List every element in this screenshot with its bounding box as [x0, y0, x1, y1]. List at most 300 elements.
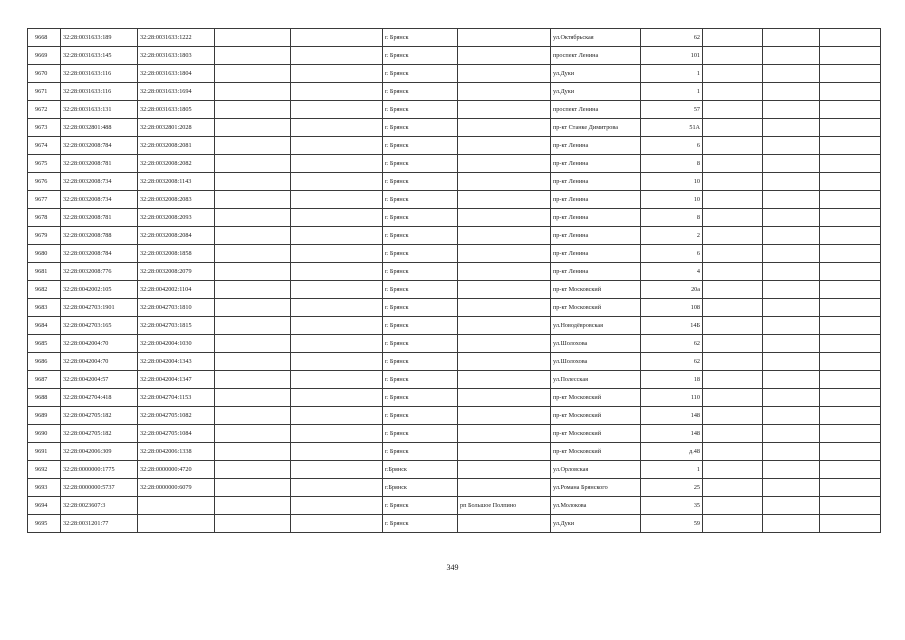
house-number-cell: 62 [641, 335, 703, 353]
object-cadastral-number-cell [138, 515, 215, 533]
empty-cell [215, 317, 291, 335]
city-cell: г. Брянск [383, 83, 458, 101]
street-cell: ул.Полесская [551, 371, 641, 389]
house-number-cell: 108 [641, 299, 703, 317]
city-cell: г. Брянск [383, 209, 458, 227]
empty-cell [703, 47, 763, 65]
empty-cell [291, 263, 383, 281]
empty-cell [763, 371, 820, 389]
empty-cell [215, 209, 291, 227]
empty-cell [703, 119, 763, 137]
empty-cell [291, 443, 383, 461]
empty-cell [291, 227, 383, 245]
row-number-cell: 9672 [28, 101, 61, 119]
cadastral-number-cell: 32:28:0023607:3 [61, 497, 138, 515]
house-number-cell: 20а [641, 281, 703, 299]
table-row [28, 83, 881, 101]
empty-cell [215, 299, 291, 317]
empty-cell [215, 227, 291, 245]
empty-cell [820, 47, 881, 65]
object-cadastral-number-cell: 32:28:0042002:1104 [138, 281, 215, 299]
empty-cell [763, 461, 820, 479]
locality-cell [458, 407, 551, 425]
table-row [28, 443, 881, 461]
object-cadastral-number-cell: 32:28:0042006:1338 [138, 443, 215, 461]
empty-cell [763, 407, 820, 425]
empty-cell [703, 83, 763, 101]
empty-cell [820, 443, 881, 461]
empty-cell [291, 191, 383, 209]
cadastral-number-cell: 32:28:0032008:781 [61, 209, 138, 227]
empty-cell [820, 479, 881, 497]
locality-cell [458, 263, 551, 281]
empty-cell [820, 461, 881, 479]
row-number-cell: 9683 [28, 299, 61, 317]
table-row [28, 425, 881, 443]
cadastral-number-cell: 32:28:0032008:781 [61, 155, 138, 173]
empty-cell [820, 209, 881, 227]
object-cadastral-number-cell: 32:28:0031633:1694 [138, 83, 215, 101]
empty-cell [820, 299, 881, 317]
empty-cell [763, 173, 820, 191]
empty-cell [703, 281, 763, 299]
locality-cell [458, 209, 551, 227]
row-number-cell: 9681 [28, 263, 61, 281]
empty-cell [763, 65, 820, 83]
object-cadastral-number-cell: 32:28:0032008:2093 [138, 209, 215, 227]
city-cell: г. Брянск [383, 65, 458, 83]
cadastral-number-cell: 32:28:0032008:788 [61, 227, 138, 245]
row-number-cell: 9678 [28, 209, 61, 227]
locality-cell [458, 173, 551, 191]
empty-cell [763, 299, 820, 317]
empty-cell [820, 389, 881, 407]
row-number-cell: 9693 [28, 479, 61, 497]
locality-cell [458, 101, 551, 119]
empty-cell [703, 29, 763, 47]
street-cell: пр-кт Московский [551, 389, 641, 407]
empty-cell [291, 515, 383, 533]
object-cadastral-number-cell [138, 497, 215, 515]
empty-cell [703, 335, 763, 353]
cadastral-number-cell: 32:28:0042004:57 [61, 371, 138, 389]
empty-cell [291, 317, 383, 335]
table-row [28, 515, 881, 533]
empty-cell [215, 479, 291, 497]
street-cell: ул.Дуки [551, 515, 641, 533]
locality-cell [458, 389, 551, 407]
empty-cell [763, 83, 820, 101]
registry-table [27, 28, 881, 533]
locality-cell [458, 317, 551, 335]
cadastral-number-cell: 32:28:0000000:1775 [61, 461, 138, 479]
empty-cell [215, 155, 291, 173]
empty-cell [763, 335, 820, 353]
locality-cell [458, 137, 551, 155]
empty-cell [215, 119, 291, 137]
row-number-cell: 9686 [28, 353, 61, 371]
empty-cell [291, 497, 383, 515]
empty-cell [763, 353, 820, 371]
cadastral-number-cell: 32:28:0042705:182 [61, 425, 138, 443]
row-number-cell: 9676 [28, 173, 61, 191]
city-cell: г. Брянск [383, 155, 458, 173]
empty-cell [215, 353, 291, 371]
empty-cell [291, 353, 383, 371]
row-number-cell: 9677 [28, 191, 61, 209]
empty-cell [820, 497, 881, 515]
object-cadastral-number-cell: 32:28:0042705:1082 [138, 407, 215, 425]
cadastral-number-cell: 32:28:0032801:488 [61, 119, 138, 137]
city-cell: г. Брянск [383, 173, 458, 191]
object-cadastral-number-cell: 32:28:0000000:4720 [138, 461, 215, 479]
object-cadastral-number-cell: 32:28:0031633:1805 [138, 101, 215, 119]
empty-cell [820, 245, 881, 263]
empty-cell [291, 299, 383, 317]
street-cell: ул.Молокова [551, 497, 641, 515]
row-number-cell: 9685 [28, 335, 61, 353]
house-number-cell: 1 [641, 65, 703, 83]
empty-cell [820, 353, 881, 371]
empty-cell [215, 173, 291, 191]
empty-cell [215, 461, 291, 479]
empty-cell [763, 209, 820, 227]
house-number-cell: 10 [641, 173, 703, 191]
empty-cell [291, 209, 383, 227]
city-cell: г. Брянск [383, 443, 458, 461]
row-number-cell: 9691 [28, 443, 61, 461]
street-cell: пр-кт Московский [551, 281, 641, 299]
street-cell: пр-кт Московский [551, 299, 641, 317]
cadastral-number-cell: 32:28:0031633:145 [61, 47, 138, 65]
row-number-cell: 9687 [28, 371, 61, 389]
empty-cell [215, 515, 291, 533]
table-row [28, 65, 881, 83]
empty-cell [763, 263, 820, 281]
object-cadastral-number-cell: 32:28:0042703:1810 [138, 299, 215, 317]
empty-cell [703, 479, 763, 497]
empty-cell [215, 101, 291, 119]
street-cell: пр-кт Московский [551, 443, 641, 461]
empty-cell [763, 191, 820, 209]
street-cell: пр-кт Станке Димитрова [551, 119, 641, 137]
empty-cell [703, 65, 763, 83]
empty-cell [291, 389, 383, 407]
empty-cell [820, 101, 881, 119]
object-cadastral-number-cell: 32:28:0031633:1222 [138, 29, 215, 47]
city-cell: г. Брянск [383, 497, 458, 515]
empty-cell [703, 173, 763, 191]
empty-cell [820, 191, 881, 209]
table-row [28, 263, 881, 281]
house-number-cell: д.48 [641, 443, 703, 461]
object-cadastral-number-cell: 32:28:0042004:1347 [138, 371, 215, 389]
empty-cell [291, 281, 383, 299]
empty-cell [820, 83, 881, 101]
city-cell: г. Брянск [383, 101, 458, 119]
street-cell: проспект Ленина [551, 47, 641, 65]
empty-cell [703, 353, 763, 371]
page-number: 349 [446, 563, 459, 572]
cadastral-number-cell: 32:28:0000000:5737 [61, 479, 138, 497]
empty-cell [763, 137, 820, 155]
empty-cell [820, 65, 881, 83]
table-row [28, 119, 881, 137]
city-cell: г. Брянск [383, 299, 458, 317]
table-row [28, 209, 881, 227]
locality-cell: рп Большое Полпино [458, 497, 551, 515]
table-row [28, 173, 881, 191]
table-row [28, 281, 881, 299]
row-number-cell: 9673 [28, 119, 61, 137]
street-cell: проспект Ленина [551, 101, 641, 119]
object-cadastral-number-cell: 32:28:0032008:2084 [138, 227, 215, 245]
street-cell: пр-кт Ленина [551, 191, 641, 209]
cadastral-number-cell: 32:28:0042703:165 [61, 317, 138, 335]
empty-cell [820, 155, 881, 173]
house-number-cell: 1 [641, 461, 703, 479]
row-number-cell: 9669 [28, 47, 61, 65]
house-number-cell: 110 [641, 389, 703, 407]
house-number-cell: 6 [641, 137, 703, 155]
empty-cell [820, 119, 881, 137]
city-cell: г. Брянск [383, 425, 458, 443]
table-row [28, 155, 881, 173]
locality-cell [458, 443, 551, 461]
house-number-cell: 25 [641, 479, 703, 497]
empty-cell [703, 461, 763, 479]
cadastral-number-cell: 32:28:0042006:309 [61, 443, 138, 461]
object-cadastral-number-cell: 32:28:0042004:1343 [138, 353, 215, 371]
city-cell: г. Брянск [383, 29, 458, 47]
cadastral-number-cell: 32:28:0031201:77 [61, 515, 138, 533]
row-number-cell: 9684 [28, 317, 61, 335]
object-cadastral-number-cell: 32:28:0032008:2083 [138, 191, 215, 209]
empty-cell [703, 407, 763, 425]
empty-cell [763, 155, 820, 173]
city-cell: г. Брянск [383, 245, 458, 263]
house-number-cell: 62 [641, 353, 703, 371]
empty-cell [703, 245, 763, 263]
empty-cell [291, 29, 383, 47]
empty-cell [763, 497, 820, 515]
empty-cell [703, 497, 763, 515]
locality-cell [458, 515, 551, 533]
row-number-cell: 9680 [28, 245, 61, 263]
empty-cell [763, 281, 820, 299]
street-cell: ул.Шолохова [551, 335, 641, 353]
empty-cell [763, 47, 820, 65]
empty-cell [763, 29, 820, 47]
row-number-cell: 9675 [28, 155, 61, 173]
house-number-cell: 148 [641, 425, 703, 443]
house-number-cell: 14Б [641, 317, 703, 335]
table-row [28, 137, 881, 155]
empty-cell [291, 461, 383, 479]
cadastral-number-cell: 32:28:0032008:776 [61, 263, 138, 281]
row-number-cell: 9688 [28, 389, 61, 407]
locality-cell [458, 371, 551, 389]
city-cell: г. Брянск [383, 191, 458, 209]
empty-cell [703, 155, 763, 173]
object-cadastral-number-cell: 32:28:0032008:2079 [138, 263, 215, 281]
empty-cell [820, 281, 881, 299]
row-number-cell: 9690 [28, 425, 61, 443]
city-cell: г. Брянск [383, 137, 458, 155]
empty-cell [215, 389, 291, 407]
cadastral-number-cell: 32:28:0031633:189 [61, 29, 138, 47]
empty-cell [291, 407, 383, 425]
house-number-cell: 62 [641, 29, 703, 47]
empty-cell [820, 407, 881, 425]
empty-cell [820, 263, 881, 281]
empty-cell [215, 29, 291, 47]
street-cell: пр-кт Ленина [551, 155, 641, 173]
empty-cell [820, 317, 881, 335]
empty-cell [215, 425, 291, 443]
empty-cell [763, 101, 820, 119]
object-cadastral-number-cell: 32:28:0000000:6079 [138, 479, 215, 497]
empty-cell [703, 371, 763, 389]
empty-cell [215, 191, 291, 209]
table-row [28, 497, 881, 515]
empty-cell [820, 173, 881, 191]
locality-cell [458, 245, 551, 263]
street-cell: пр-кт Ленина [551, 173, 641, 191]
locality-cell [458, 65, 551, 83]
house-number-cell: 59 [641, 515, 703, 533]
empty-cell [703, 299, 763, 317]
table-row [28, 461, 881, 479]
empty-cell [291, 371, 383, 389]
empty-cell [703, 191, 763, 209]
empty-cell [703, 425, 763, 443]
cadastral-number-cell: 32:28:0042004:70 [61, 335, 138, 353]
empty-cell [820, 137, 881, 155]
row-number-cell: 9668 [28, 29, 61, 47]
table-row [28, 29, 881, 47]
object-cadastral-number-cell: 32:28:0032008:1143 [138, 173, 215, 191]
street-cell: ул.Дуки [551, 83, 641, 101]
object-cadastral-number-cell: 32:28:0032008:2081 [138, 137, 215, 155]
empty-cell [820, 29, 881, 47]
empty-cell [703, 263, 763, 281]
locality-cell [458, 281, 551, 299]
house-number-cell: 10 [641, 191, 703, 209]
empty-cell [763, 245, 820, 263]
empty-cell [215, 335, 291, 353]
locality-cell [458, 461, 551, 479]
empty-cell [291, 155, 383, 173]
cadastral-number-cell: 32:28:0032008:734 [61, 191, 138, 209]
city-cell: г. Брянск [383, 335, 458, 353]
empty-cell [820, 515, 881, 533]
locality-cell [458, 335, 551, 353]
empty-cell [703, 227, 763, 245]
cadastral-number-cell: 32:28:0042703:1901 [61, 299, 138, 317]
street-cell: ул.Дуки [551, 65, 641, 83]
object-cadastral-number-cell: 32:28:0042705:1084 [138, 425, 215, 443]
empty-cell [703, 317, 763, 335]
empty-cell [820, 371, 881, 389]
object-cadastral-number-cell: 32:28:0032008:2082 [138, 155, 215, 173]
street-cell: ул.Октябрьская [551, 29, 641, 47]
house-number-cell: 57 [641, 101, 703, 119]
empty-cell [763, 317, 820, 335]
row-number-cell: 9692 [28, 461, 61, 479]
empty-cell [820, 425, 881, 443]
empty-cell [291, 479, 383, 497]
empty-cell [215, 497, 291, 515]
empty-cell [703, 515, 763, 533]
empty-cell [763, 389, 820, 407]
empty-cell [763, 443, 820, 461]
object-cadastral-number-cell: 32:28:0042704:1153 [138, 389, 215, 407]
row-number-cell: 9695 [28, 515, 61, 533]
cadastral-number-cell: 32:28:0032008:784 [61, 137, 138, 155]
table-row [28, 47, 881, 65]
city-cell: г. Брянск [383, 317, 458, 335]
locality-cell [458, 191, 551, 209]
row-number-cell: 9671 [28, 83, 61, 101]
street-cell: пр-кт Московский [551, 407, 641, 425]
empty-cell [215, 137, 291, 155]
city-cell: г. Брянск [383, 119, 458, 137]
street-cell: пр-кт Московский [551, 425, 641, 443]
street-cell: пр-кт Ленина [551, 209, 641, 227]
empty-cell [763, 425, 820, 443]
empty-cell [215, 263, 291, 281]
house-number-cell: 51А [641, 119, 703, 137]
table-row [28, 299, 881, 317]
table-row [28, 335, 881, 353]
empty-cell [291, 173, 383, 191]
empty-cell [763, 119, 820, 137]
house-number-cell: 18 [641, 371, 703, 389]
locality-cell [458, 479, 551, 497]
city-cell: г. Брянск [383, 515, 458, 533]
empty-cell [291, 119, 383, 137]
empty-cell [215, 65, 291, 83]
object-cadastral-number-cell: 32:28:0032801:2028 [138, 119, 215, 137]
street-cell: пр-кт Ленина [551, 137, 641, 155]
cadastral-number-cell: 32:28:0031633:116 [61, 65, 138, 83]
empty-cell [763, 227, 820, 245]
empty-cell [703, 443, 763, 461]
house-number-cell: 101 [641, 47, 703, 65]
object-cadastral-number-cell: 32:28:0042703:1815 [138, 317, 215, 335]
cadastral-number-cell: 32:28:0031633:116 [61, 83, 138, 101]
empty-cell [291, 65, 383, 83]
row-number-cell: 9674 [28, 137, 61, 155]
empty-cell [703, 137, 763, 155]
cadastral-number-cell: 32:28:0042002:105 [61, 281, 138, 299]
empty-cell [215, 443, 291, 461]
object-cadastral-number-cell: 32:28:0042004:1030 [138, 335, 215, 353]
empty-cell [703, 101, 763, 119]
table-row [28, 353, 881, 371]
cadastral-number-cell: 32:28:0042704:418 [61, 389, 138, 407]
row-number-cell: 9689 [28, 407, 61, 425]
locality-cell [458, 83, 551, 101]
empty-cell [291, 101, 383, 119]
empty-cell [703, 389, 763, 407]
street-cell: ул.Новодёвровская [551, 317, 641, 335]
street-cell: ул.Шолохова [551, 353, 641, 371]
object-cadastral-number-cell: 32:28:0032008:1858 [138, 245, 215, 263]
empty-cell [820, 227, 881, 245]
table-body [28, 29, 881, 533]
